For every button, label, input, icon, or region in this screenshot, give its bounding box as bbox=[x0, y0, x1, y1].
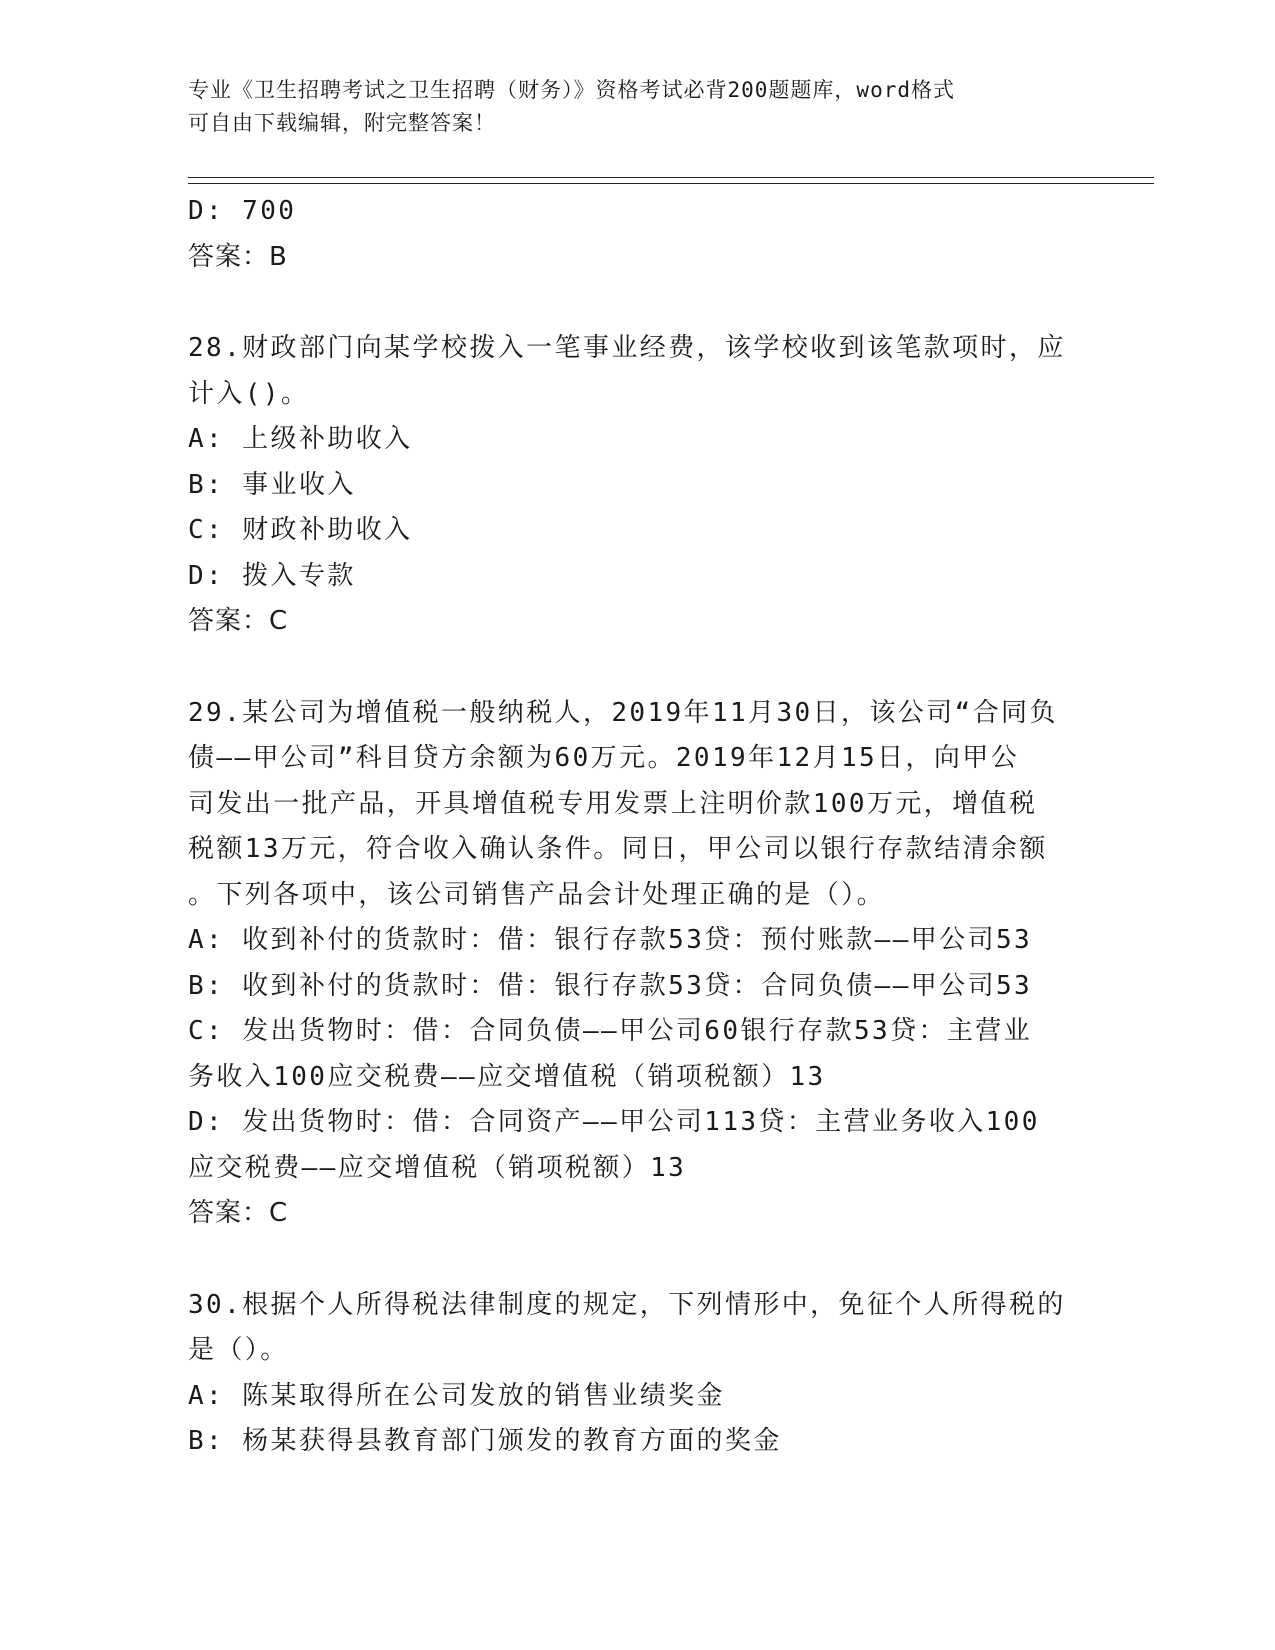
spacer bbox=[188, 280, 1088, 326]
option-c: C: 财政补助收入 bbox=[188, 515, 413, 545]
option-d: D: 拨入专款 bbox=[188, 560, 356, 591]
question-stem-line: 30.根据个人所得税法律制度的规定，下列情形中，免征个人所得税的 bbox=[188, 1289, 1066, 1320]
page-header bbox=[188, 74, 1088, 140]
option-b: B: 收到补付的货款时：借：银行存款53贷：合同负债——甲公司53 bbox=[188, 970, 1033, 1001]
question-29 bbox=[188, 691, 1088, 1237]
option-b: B: 事业收入 bbox=[188, 469, 356, 500]
question-stem-line: 。下列各项中，该公司销售产品会计处理正确的是（）。 bbox=[188, 879, 886, 910]
question-stem-line: 司发出一批产品，开具增值税专用发票上注明价款100万元，增值税 bbox=[188, 788, 1038, 819]
answer-line: 答案：C bbox=[188, 1198, 289, 1228]
question-stem-line: 是（）。 bbox=[188, 1335, 289, 1365]
answer-line: 答案：C bbox=[188, 606, 289, 636]
option-a: A: 上级补助收入 bbox=[188, 424, 413, 454]
question-30 bbox=[188, 1283, 1088, 1465]
header-title-line-1: 专业《卫生招聘考试之卫生招聘（财务）》资格考试必背200题题库，word格式 bbox=[188, 78, 955, 102]
option-d: D: 发出货物时：借：合同资产——甲公司113贷：主营业务收入100 bbox=[188, 1107, 1040, 1137]
option-c: C: 发出货物时：借：合同负债——甲公司60银行存款53贷：主营业 bbox=[188, 1016, 1033, 1046]
question-stem-line: 28.财政部门向某学校拨入一笔事业经费，该学校收到该笔款项时，应 bbox=[188, 333, 1066, 363]
question-stem-line: 债——甲公司”科目贷方余额为60万元。2019年12月15日，向甲公 bbox=[188, 743, 1020, 773]
option-d: D: 700 bbox=[188, 196, 297, 226]
question-stem-line: 29.某公司为增值税一般纳税人，2019年11月30日，该公司“合同负 bbox=[188, 697, 1058, 728]
header-divider-bottom bbox=[188, 183, 1154, 184]
answer-line: 答案：B bbox=[188, 241, 288, 272]
option-a: A: 陈某取得所在公司发放的销售业绩奖金 bbox=[188, 1380, 725, 1411]
option-c-continued: 务收入100应交税费——应交增值税（销项税额）13 bbox=[188, 1061, 826, 1092]
question-stem-line: 税额13万元，符合收入确认条件。同日，甲公司以银行存款结清余额 bbox=[188, 834, 1048, 864]
spacer bbox=[188, 1237, 1088, 1283]
question-28 bbox=[188, 326, 1088, 645]
header-divider-top bbox=[188, 177, 1154, 178]
question-stem-line: 计入()。 bbox=[188, 378, 310, 409]
option-d-continued: 应交税费——应交增值税（销项税额）13 bbox=[188, 1152, 687, 1183]
option-a: A: 收到补付的货款时：借：银行存款53贷：预付账款——甲公司53 bbox=[188, 925, 1033, 955]
header-title-line-2: 可自由下载编辑，附完整答案！ bbox=[188, 111, 496, 135]
spacer bbox=[188, 645, 1088, 691]
question-content bbox=[188, 189, 1088, 1465]
option-b: B: 杨某获得县教育部门颁发的教育方面的奖金 bbox=[188, 1426, 782, 1456]
